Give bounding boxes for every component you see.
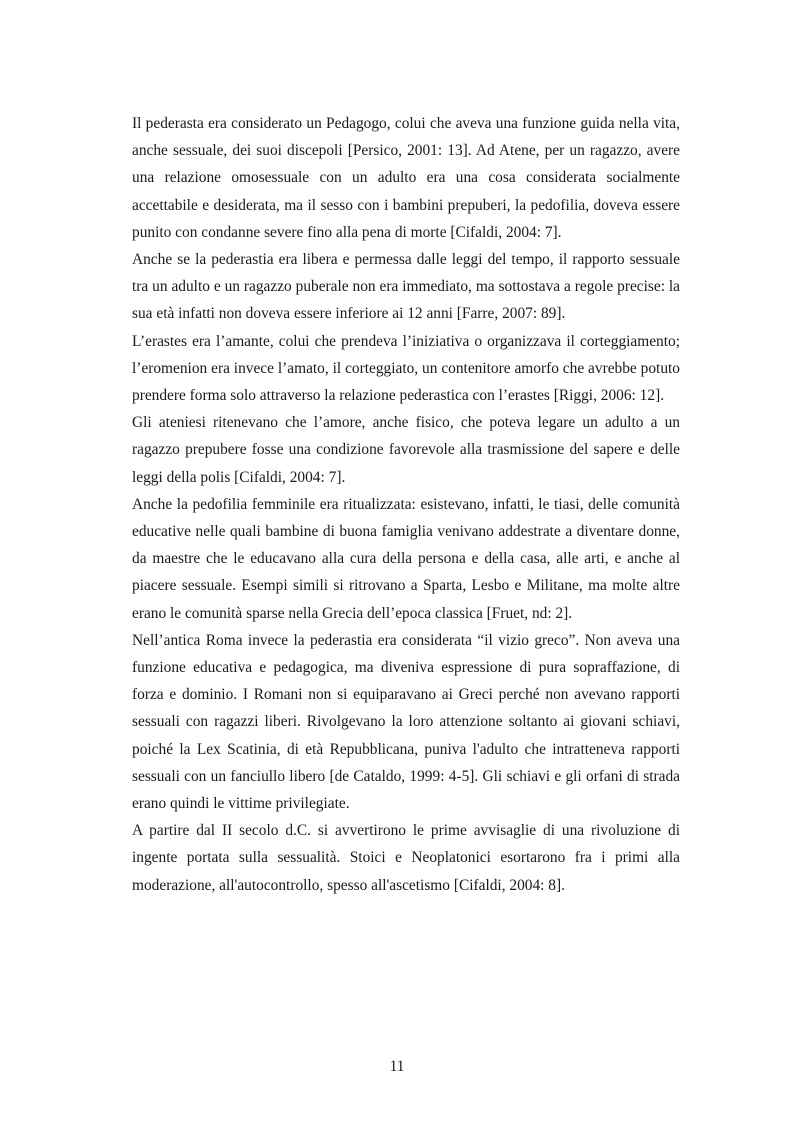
paragraph-3: L’erastes era l’amante, colui che prendeva l’iniziativa o organizzava il corteggiamento; l’eromenion era invece l’amato, il corteggiato, un contenitore amorfo che avrebbe potuto prendere forma solo attraverso la relazione pederastica con l’erastes [Riggi, 2006: 12]. [132, 332, 680, 405]
paragraph-7: A partire dal II secolo d.C. si avvertirono le prime avvisaglie di una rivoluzione di ingente portata sulla sessualità. Stoici e Neoplatonici esortarono fra i primi alla moderazione, all'autocontrollo, spesso all'ascetismo [Cifaldi, 2004: 8]. [132, 822, 680, 894]
body-text [132, 110, 680, 899]
paragraph-2: Anche se la pederastia era libera e permessa dalle leggi del tempo, il rapporto sessuale tra un adulto e un ragazzo puberale non era immediato, ma sottostava a regole precise: la sua età infatti non doveva essere inferiore ai 12 anni [Farre, 2007: 89]. [132, 251, 680, 323]
paragraph-1: Il pederasta era considerato un Pedagogo, colui che aveva una funzione guida nella vita, anche sessuale, dei suoi discepoli [Persico, 2001: 13]. Ad Atene, per un ragazzo, avere una relazione omosessuale con un adulto era una cosa considerata socialmente accettabile e desiderata, ma il sesso con i bambini prepuberi, la pedofilia, doveva essere punito con condanne severe fino alla pena di morte [Cifaldi, 2004: 7]. [132, 115, 680, 241]
page-number: 11 [389, 1058, 405, 1075]
paragraph-6: Nell’antica Roma invece la pederastia era considerata “il vizio greco”. Non aveva una funzione educativa e pedagogica, ma diveniva espressione di pura sopraffazione, di forza e dominio. I Romani non si equiparavano ai Greci perché non avevano rapporti sessuali con ragazzi liberi. Rivolgevano la loro attenzione soltanto ai giovani schiavi, poiché la Lex Scatinia, di età Repubblicana, puniva l'adulto che intratteneva rapporti sessuali con un fanciullo libero [de Cataldo, 1999: 4-5]. Gli schiavi e gli orfani di strada erano quindi le vittime privilegiate. [132, 631, 680, 813]
paragraph-4: Gli ateniesi ritenevano che l’amore, anche fisico, che poteva legare un adulto a un ragazzo prepubere fosse una condizione favorevole alla trasmissione del sapere e delle leggi della polis [Cifaldi, 2004: 7]. [132, 414, 680, 486]
paragraph-5: Anche la pedofilia femminile era ritualizzata: esistevano, infatti, le tiasi, delle comunità educative nelle quali bambine di buona famiglia venivano addestrate a diventare donne, da maestre che le educavano alla cura della persona e della casa, alle arti, e anche al piacere sessuale. Esempi simili si ritrovano a Sparta, Lesbo e Militane, ma molte altre erano le comunità sparse nella Grecia dell’epoca classica [Fruet, nd: 2]. [132, 495, 680, 622]
